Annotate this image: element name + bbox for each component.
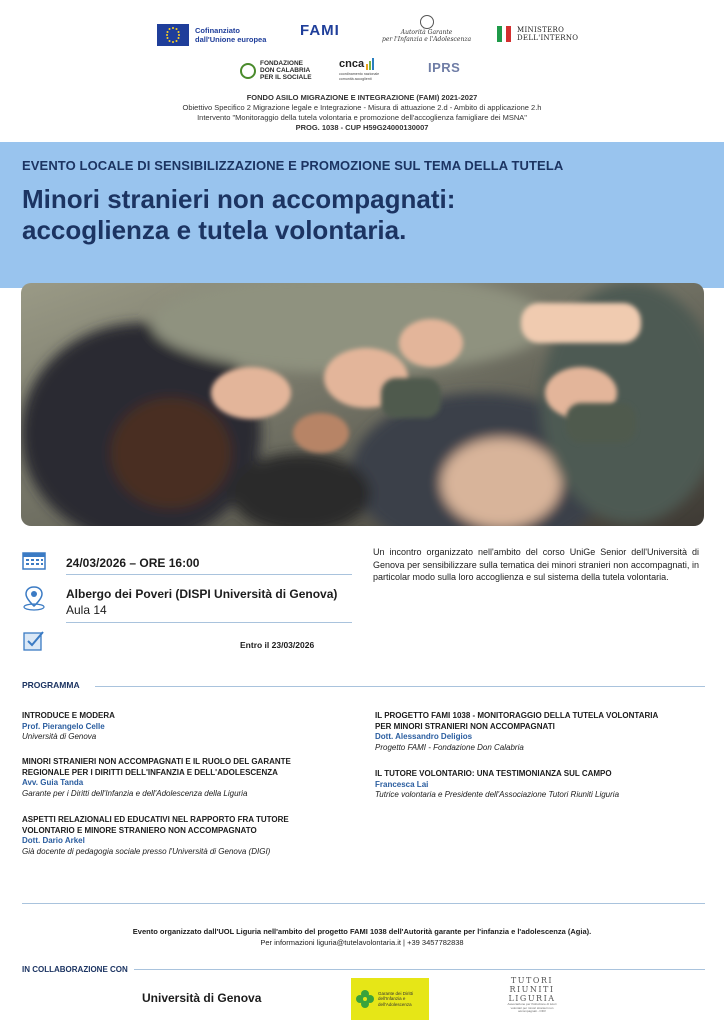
eu-logo-text: Cofinanziato dall'Unione europea	[195, 26, 267, 44]
speaker-role: Già docente di pedagogia sociale presso l'Università di Genova (DIGI)	[22, 846, 271, 856]
autorita-garante-text: Autorità Garante per l'Infanzia e l'Adolescenza	[382, 29, 472, 43]
iprs-text: IPRS	[428, 60, 461, 75]
unige-logo: Università di Genova	[142, 991, 262, 1005]
event-subtitle: EVENTO LOCALE DI SENSIBILIZZAZIONE E PROMOZIONE SUL TEMA DELLA TUTELA	[22, 158, 564, 173]
footer-divider	[22, 903, 705, 904]
tutori-riuniti-liguria-logo	[502, 976, 562, 1020]
cnca-subtext: coordinamento nazionale comunità accoglienti	[339, 72, 380, 81]
contact-info: Per informazioni liguria@tutelavolontaria.it | +39 3457782838	[260, 937, 464, 947]
calendar-icon	[22, 550, 46, 575]
organizer-info	[0, 927, 724, 948]
autorita-garante-logo	[382, 15, 471, 43]
programma-item	[22, 711, 352, 743]
collaboration-divider	[134, 969, 705, 970]
speaker-name: Dott. Alessandro Deligios	[375, 732, 473, 742]
fondo-title: FONDO ASILO MIGRAZIONE E INTEGRAZIONE (FAMI) 2021-2027	[246, 93, 478, 102]
speaker-name: Prof. Pierangelo Celle	[22, 721, 105, 731]
eu-flag-icon	[157, 24, 189, 46]
emblem-icon	[420, 15, 434, 29]
programma-heading: PROGRAMMA	[22, 680, 80, 690]
cnca-logo	[339, 58, 380, 81]
children-hands-photo	[21, 283, 704, 526]
event-title: Minori stranieri non accompagnati: accoglienza e tutela volontaria.	[22, 184, 456, 245]
fondo-prog: PROG. 1038 - CUP H59G24000130007	[295, 123, 429, 132]
programma-item	[22, 757, 352, 799]
speaker-role: Garante per i Diritti dell'Infanzia e dell'Adolescenza della Liguria	[22, 788, 248, 798]
registration-deadline: Entro il 23/03/2026	[240, 640, 315, 650]
programma-item-title: ASPETTI RELAZIONALI ED EDUCATIVI NEL RAPPORTO FRA TUTORE VOLONTARIO E MINORE STRANIERO NON ACCOMPAGNATO	[22, 815, 289, 835]
programma-item	[375, 769, 705, 801]
fondo-info	[0, 93, 724, 133]
programma-item-title: INTRODUCE E MODERA	[22, 711, 115, 720]
collaboration-heading: IN COLLABORAZIONE CON	[22, 965, 128, 974]
fami-logo-text: FAMI	[300, 22, 340, 39]
fami-logo	[300, 22, 340, 39]
italy-flag-icon	[497, 26, 511, 42]
speaker-name: Avv. Guia Tanda	[22, 778, 84, 788]
programma-item-title: IL TUTORE VOLONTARIO: UNA TESTIMONIANZA SUL CAMPO	[375, 769, 612, 778]
programma-item-title: IL PROGETTO FAMI 1038 - MONITORAGGIO DELLA TUTELA VOLONTARIA PER MINORI STRANIERI NON ACCOMPAGNATI	[375, 711, 659, 731]
cnca-text: cnca	[339, 58, 365, 70]
speaker-name: Francesca Lai	[375, 779, 429, 789]
fondo-intervention: Intervento "Monitoraggio della tutela volontaria e promozione dell'accoglienza famigliare dei MSNA"	[197, 113, 527, 122]
programma-item-title: MINORI STRANIERI NON ACCOMPAGNATI E IL RUOLO DEL GARANTE REGIONALE PER I DIRITTI DELL'INFANZIA E DELL'ADOLESCENZA	[22, 757, 291, 777]
fondo-objective: Obiettivo Specifico 2 Migrazione legale e Integrazione - Misura di attuazione 2.d - Ambito di applicazione 2.h	[182, 103, 542, 112]
speaker-role: Università di Genova	[22, 732, 97, 742]
event-venue	[66, 586, 337, 618]
garante-liguria-logo	[351, 978, 429, 1020]
event-description: Un incontro organizzato nell'ambito del corso UniGe Senior dell'Università di Genova per sensibilizzare sulla tematica dei minori stranieri non accompagnati, in particolar modo sulla loro accoglienza e sul sistema della tutela volontaria.	[373, 547, 699, 583]
tutori-subtext: Associazione per l'istituzione di tutori volontari per minori stranieri non accompagnati - ODV	[507, 1002, 557, 1014]
programma-item	[375, 711, 705, 753]
garante-text: Garante dei Diritti dell'Infanzia e dell'Adolescenza	[378, 990, 414, 1007]
venue-room: Aula 14	[66, 603, 107, 617]
divider	[66, 574, 352, 575]
venue-name: Albergo dei Poveri (DISPI Università di Genova)	[66, 587, 338, 601]
eu-logo	[157, 24, 266, 46]
programma-divider	[95, 686, 705, 687]
speaker-role: Tutrice volontaria e Presidente dell'Associazione Tutori Riuniti Liguria	[375, 790, 620, 800]
partner-logos	[0, 0, 724, 90]
checkbox-icon	[23, 630, 45, 657]
cnca-bars-icon	[366, 58, 375, 70]
divider	[66, 622, 352, 623]
iprs-logo	[428, 60, 460, 75]
ministero-interno-logo	[497, 26, 578, 42]
clover-icon	[355, 989, 375, 1009]
fondazione-don-calabria-logo	[240, 60, 312, 81]
programma-item	[22, 815, 352, 857]
tutori-text: TUTORI RIUNITI LIGURIA	[508, 976, 556, 1003]
speaker-name: Dott. Dario Arkel	[22, 836, 85, 846]
don-calabria-mark-icon	[240, 63, 256, 79]
ministero-text: MINISTERO DELL'INTERNO	[517, 26, 579, 42]
speaker-role: Progetto FAMI - Fondazione Don Calabria	[375, 742, 524, 752]
event-date: 24/03/2026 – ORE 16:00	[66, 556, 200, 570]
organizer-text: Evento organizzato dall'UOL Liguria nell'ambito del progetto FAMI 1038 dell'Autorità garante per l'infanzia e l'adolescenza (Agia).	[132, 927, 592, 936]
fondazione-text: FONDAZIONE DON CALABRIA PER IL SOCIALE	[260, 60, 312, 81]
location-pin-icon	[22, 585, 46, 616]
